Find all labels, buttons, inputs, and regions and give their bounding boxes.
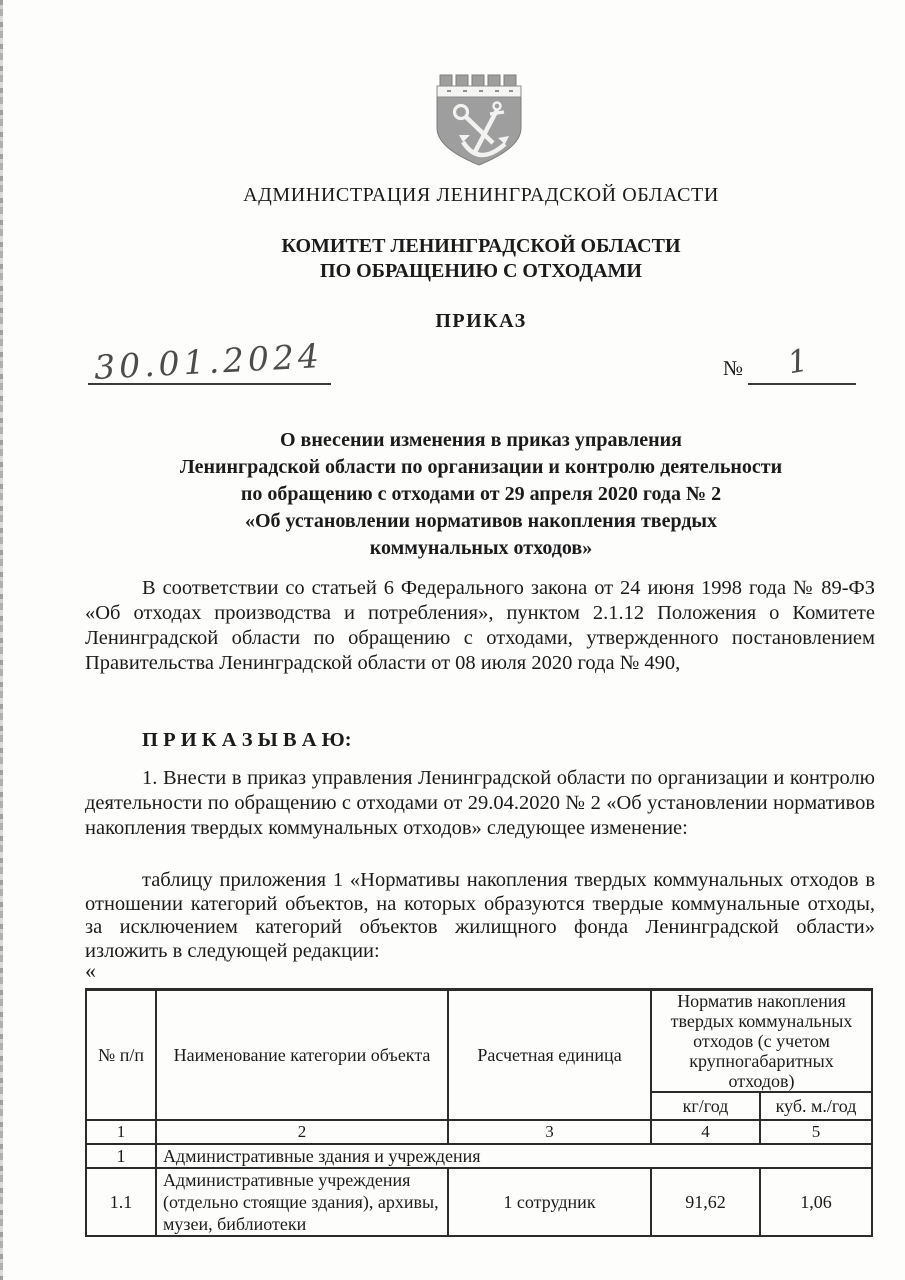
committee-title xyxy=(85,234,877,284)
order-title-line: Ленинградской области по организации и контролю деятельности xyxy=(179,456,783,478)
numbering-cell: 2 xyxy=(156,1120,448,1144)
number-sign-label: № xyxy=(723,356,744,380)
norms-table xyxy=(85,988,873,1237)
order-title-line: О внесении изменения в приказ управления xyxy=(280,429,682,451)
column-numbering-row xyxy=(86,1120,872,1144)
numbering-cell: 1 xyxy=(86,1120,156,1144)
table-opening-quote: « xyxy=(85,958,96,983)
numbering-cell: 5 xyxy=(760,1120,872,1144)
order-title-line: «Об установлении нормативов накопления твердых xyxy=(244,510,718,532)
col-header-category: Наименование категории объекта xyxy=(156,990,448,1121)
col-subheader-m3: куб. м./год xyxy=(760,1092,872,1120)
order-title-line: коммунальных отходов» xyxy=(369,537,593,559)
row-m3-cell: 1,06 xyxy=(760,1168,872,1236)
numbering-cell: 3 xyxy=(448,1120,651,1144)
col-subheader-kg: кг/год xyxy=(651,1092,760,1120)
col-header-norm: Норматив накопления твердых коммунальных отходов (с учетом крупногабаритных отходов) xyxy=(651,990,872,1093)
coat-of-arms-icon xyxy=(433,72,525,168)
row-category-cell: Административные здания и учреждения xyxy=(156,1144,872,1168)
clause-1-paragraph: 1. Внести в приказ управления Ленинградской области по организации и контролю деятельности по обращению с отходами от 29.04.2020 № 2 «Об установлении нормативов накопления твердых коммунальных отходов» следующее изменение: xyxy=(85,767,875,839)
resolve-word: П Р И К А З Ы В А Ю: xyxy=(142,729,352,751)
row-kg-cell: 91,62 xyxy=(651,1168,760,1236)
row-category-cell: Административные учреждения (отдельно стоящие здания), архивы, музеи, библиотеки xyxy=(156,1168,448,1236)
document-type-heading: ПРИКАЗ xyxy=(435,310,527,332)
clause-1-detail-paragraph: таблицу приложения 1 «Нормативы накопления твердых коммунальных отходов в отношении категорий объектов, на которых образуются твердые коммунальные отходы, за исключением категорий объектов жилищного фонда Ленинградской области» изложить в следующей редакции: xyxy=(85,869,875,962)
table-row xyxy=(86,1144,872,1168)
committee-title-line1: КОМИТЕТ ЛЕНИНГРАДСКОЙ ОБЛАСТИ xyxy=(281,235,681,257)
row-number-cell: 1 xyxy=(86,1144,156,1168)
handwritten-date: 30.01.2024 xyxy=(93,336,324,387)
scan-edge-artifact xyxy=(0,0,3,1280)
numbering-cell: 4 xyxy=(651,1120,760,1144)
order-title-line: по обращению с отходами от 29 апреля 2020 года № 2 xyxy=(240,483,722,505)
order-title xyxy=(85,427,877,562)
col-header-num: № п/п xyxy=(86,990,156,1121)
table-row xyxy=(86,1168,872,1236)
preamble-paragraph: В соответствии со статьей 6 Федерального закона от 24 июня 1998 года № 89-ФЗ «Об отходах производства и потребления», пунктом 2.1.12 Положения о Комитете Ленинградской области по обращению с отходами, утвержденного постановлением Правительства Ленинградской области от 08 июля 2020 года № 490, xyxy=(85,577,875,674)
committee-title-line2: ПО ОБРАЩЕНИЮ С ОТХОДАМИ xyxy=(320,260,642,282)
handwritten-number: 1 xyxy=(785,342,811,382)
administration-title: АДМИНИСТРАЦИЯ ЛЕНИНГРАДСКОЙ ОБЛАСТИ xyxy=(243,184,719,206)
date-field xyxy=(88,336,331,387)
col-header-unit: Расчетная единица xyxy=(448,990,651,1121)
row-number-cell: 1.1 xyxy=(86,1168,156,1236)
row-unit-cell: 1 сотрудник xyxy=(448,1168,651,1236)
number-field xyxy=(748,344,856,385)
